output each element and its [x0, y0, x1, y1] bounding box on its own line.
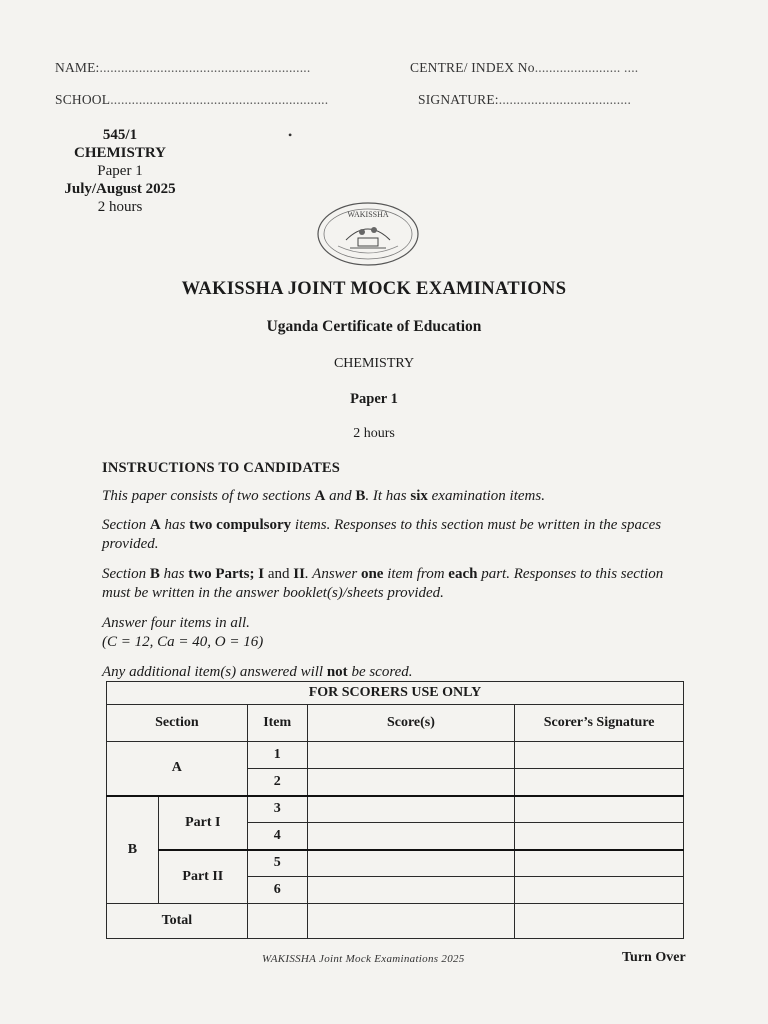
- instruction-4: [102, 614, 692, 652]
- scan-speck: •: [288, 128, 293, 142]
- item-number: 4: [247, 823, 307, 850]
- header-section: Section: [107, 705, 248, 742]
- signature-cell: [515, 742, 684, 769]
- signature-cell: [515, 850, 684, 877]
- paper-session: July/August 2025: [64, 181, 176, 197]
- instruction-1-text: examination items.: [427, 488, 545, 504]
- paper-duration: 2 hours: [97, 199, 143, 215]
- paper-number: Paper 1: [97, 163, 143, 179]
- scorers-table-caption: FOR SCORERS USE ONLY: [107, 682, 684, 705]
- header-signature: Scorer’s Signature: [515, 705, 684, 742]
- instruction-3-text: . Answer: [304, 566, 361, 582]
- instruction-3-one: one: [360, 566, 384, 582]
- total-score-cell: [307, 904, 515, 939]
- signature-dots: .....................................: [498, 92, 632, 107]
- instruction-3-text: item from: [383, 566, 449, 582]
- instruction-3-text: and: [264, 566, 294, 582]
- total-label: Total: [107, 904, 248, 939]
- exam-title: WAKISSHA JOINT MOCK EXAMINATIONS: [181, 279, 567, 299]
- signature-field: [418, 92, 631, 108]
- instruction-2-text: Section: [102, 517, 150, 533]
- instruction-3-section-b: B: [149, 566, 160, 582]
- section-b-label: B: [107, 796, 159, 904]
- name-dots: ...........................................................: [99, 60, 311, 75]
- instruction-1-text: . It has: [365, 488, 411, 504]
- instruction-1-text: and: [325, 488, 356, 504]
- item-number: 3: [247, 796, 307, 823]
- centre-index-dots: ........................ ....: [534, 60, 639, 75]
- wakissha-logo: [316, 200, 420, 268]
- school-field: [55, 92, 328, 108]
- instruction-2-text: has: [160, 517, 190, 533]
- name-label: NAME:: [55, 60, 100, 75]
- instruction-1-six: six: [410, 488, 428, 504]
- instruction-2: [102, 516, 692, 554]
- item-number: 5: [247, 850, 307, 877]
- instruction-4-answer-count: Answer four items in all.: [102, 615, 250, 631]
- total-signature-cell: [515, 904, 684, 939]
- instruction-1-text: This paper consists of two sections: [102, 488, 315, 504]
- instruction-3-each: each: [448, 566, 478, 582]
- signature-label: SIGNATURE:: [418, 92, 499, 107]
- logo-text: WAKISSHA: [347, 210, 389, 219]
- score-cell: [307, 877, 515, 904]
- instruction-3-text: part. Responses to this section must be written in the answer booklet(s)/sheets provided.: [102, 566, 664, 601]
- instruction-3: [102, 565, 692, 603]
- school-label: SCHOOL: [55, 92, 111, 107]
- item-number: 6: [247, 877, 307, 904]
- paper-code: 545/1: [102, 127, 138, 143]
- scorers-table: [106, 681, 684, 939]
- header-item: Item: [247, 705, 307, 742]
- paper-title: Paper 1: [350, 391, 398, 407]
- instruction-2-compulsory: two compulsory: [189, 517, 292, 533]
- instruction-5-text: Any additional item(s) answered will: [102, 664, 327, 680]
- instruction-2-section-a: A: [149, 517, 161, 533]
- part-1-label: Part I: [158, 796, 247, 850]
- name-field: [55, 60, 310, 76]
- instruction-5: [102, 663, 692, 682]
- score-cell: [307, 796, 515, 823]
- footer-text: WAKISSHA Joint Mock Examinations 2025: [262, 953, 465, 965]
- paper-subject: CHEMISTRY: [74, 145, 166, 161]
- instructions-heading: INSTRUCTIONS TO CANDIDATES: [102, 460, 341, 476]
- duration-title: 2 hours: [353, 426, 395, 441]
- instruction-1-section-b: B: [355, 488, 366, 504]
- school-dots: .............................................................: [110, 92, 329, 107]
- instruction-4-atomic-masses: (C = 12, Ca = 40, O = 16): [102, 634, 264, 650]
- instruction-1-section-a: A: [314, 488, 326, 504]
- paper-code-block: [40, 126, 200, 216]
- item-number: 2: [247, 769, 307, 796]
- subject-title: CHEMISTRY: [333, 356, 415, 371]
- score-cell: [307, 742, 515, 769]
- certificate-title: Uganda Certificate of Education: [266, 318, 482, 335]
- instruction-3-part-ii: II: [293, 566, 305, 582]
- instruction-2-text: items. Responses to this section must be written in the spaces provided.: [102, 517, 662, 552]
- signature-cell: [515, 823, 684, 850]
- score-cell: [307, 769, 515, 796]
- score-cell: [307, 850, 515, 877]
- signature-cell: [515, 877, 684, 904]
- signature-cell: [515, 796, 684, 823]
- instruction-3-text: has: [159, 566, 189, 582]
- signature-cell: [515, 769, 684, 796]
- turn-over-label: Turn Over: [622, 950, 686, 965]
- header-score: Score(s): [307, 705, 515, 742]
- instruction-1: [102, 487, 692, 506]
- instruction-3-text: Section: [102, 566, 150, 582]
- total-item-cell: [247, 904, 307, 939]
- part-2-label: Part II: [158, 850, 247, 904]
- score-cell: [307, 823, 515, 850]
- instruction-3-parts: two Parts; I: [188, 566, 265, 582]
- instruction-5-text: be scored.: [347, 664, 413, 680]
- instruction-5-not: not: [326, 664, 348, 680]
- item-number: 1: [247, 742, 307, 769]
- section-a-label: A: [107, 742, 248, 796]
- centre-index-label: CENTRE/ INDEX No: [410, 60, 535, 75]
- centre-index-field: [410, 60, 638, 76]
